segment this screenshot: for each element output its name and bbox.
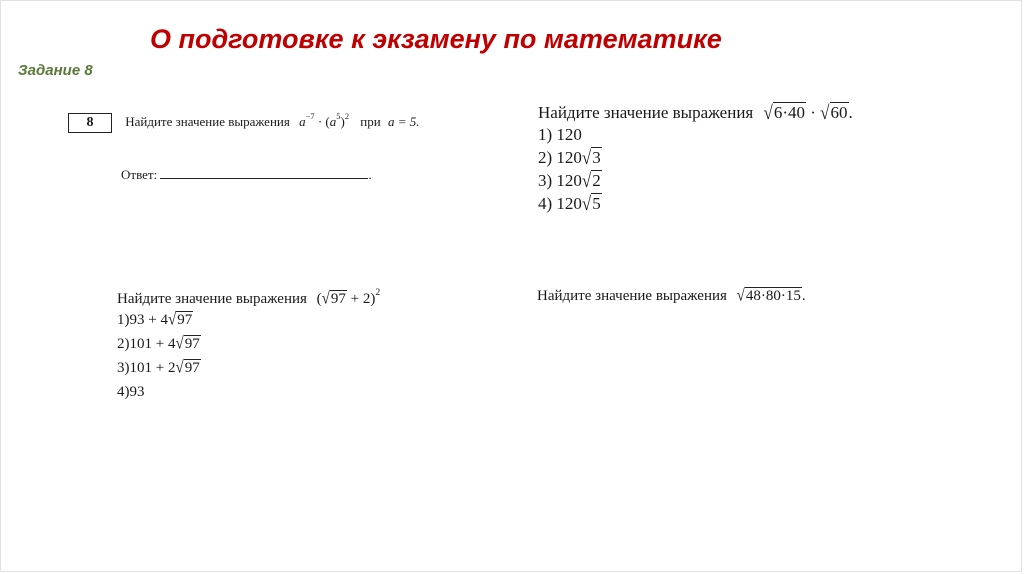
sqrt-expression: √60 <box>820 101 848 124</box>
task1-answer: Ответ: . <box>121 167 372 182</box>
option-4: 4) 120√5 <box>538 192 601 215</box>
task1-condition: a = 5. <box>387 114 420 130</box>
option-4: 4)93 <box>117 384 145 400</box>
sqrt-expression: √48·80·15 <box>736 286 801 306</box>
task1-prompt: Найдите значение выражения <box>125 114 290 130</box>
variable-a: a <box>299 114 306 130</box>
task3-block <box>117 289 380 404</box>
option-3: 3) 120√2 <box>538 169 601 192</box>
task3-expression: $(√97 + 2)^2$ <box>316 287 381 309</box>
option-1: 1) 120 <box>538 125 582 144</box>
task3-prompt: Найдите значение выражения <box>117 291 307 307</box>
task4-prompt: Найдите значение выражения <box>537 288 727 304</box>
task4-block: Найдите значение выражения √48·80·15. <box>537 286 806 306</box>
task2-block <box>538 103 853 215</box>
option-2: 2) 120√3 <box>538 146 601 169</box>
page-title: О подготовке к экзамену по математике <box>150 24 722 54</box>
exponent-5: 5 <box>336 111 341 122</box>
task1-block <box>68 113 419 133</box>
exponent-2: 2 <box>344 111 350 122</box>
option-1: 1)93 + 4√97 <box>117 310 193 330</box>
task2-prompt: Найдите значение выражения <box>538 103 754 122</box>
answer-label: Ответ: <box>121 167 158 182</box>
sqrt-expression: √6·40 <box>763 101 805 124</box>
exponent-neg7: −7 <box>305 111 315 122</box>
task1-expression: $a^{-7} \cdot (a^5)^2$ <box>299 111 350 130</box>
task1-when: при <box>360 114 381 130</box>
task-label: Задание 8 <box>18 62 93 79</box>
task3-question <box>117 289 380 308</box>
option-3: 3)101 + 2√97 <box>117 358 200 378</box>
variable-a: a <box>329 114 337 130</box>
task-number-box: 8 <box>68 113 112 133</box>
option-2: 2)101 + 4√97 <box>117 334 200 354</box>
task2-question: Найдите значение выражения √6·40 · √60. <box>538 101 853 124</box>
answer-line <box>160 166 368 179</box>
